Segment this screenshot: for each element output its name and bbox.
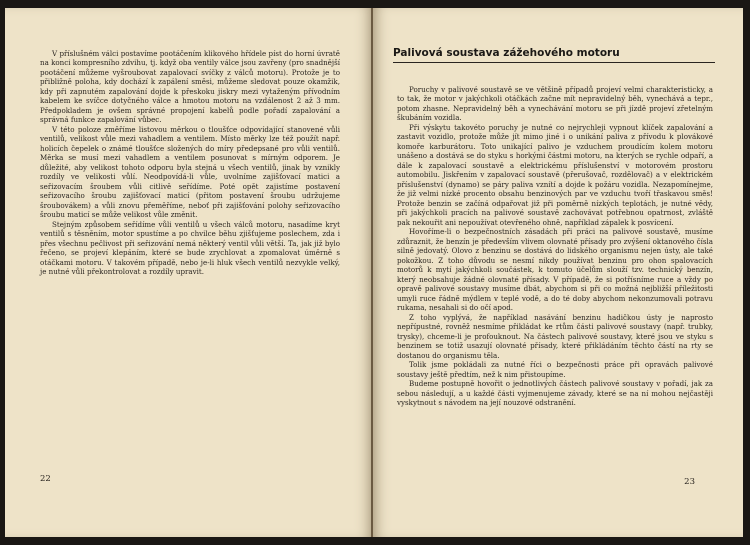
paragraph: Budeme postupně hovořit o jednotlivých částech palivové soustavy v pořadí, jak za sebou následují, a u každé části vyjmenujeme závady, které se na ní mohou nejčastěji vyskytnout s návodem na její nouzové odstranění. [397,379,713,407]
paragraph: V této poloze změříme listovou měrkou o tloušťce odpovídající stanovené vůli ventilů, velikost vůle mezi vahadlem a ventilem. Místo měrky lze též použít např. holicích čepelek o známé tloušťce složených do míry předepsané pro vůli ventilů. Měrka se musí mezi vahadlem a ventilem posunovat s mírným odporem. Je důležité, aby velikost tohoto odporu byla stejná u všech ventilů, jinak by vznikly rozdíly ve velikosti vůlí. Neodpovídá-li vůle, uvolníme zajišťovací matici a seřizovacím šroubem vůli citlivě seřídíme. Poté opět zajistíme postavení seřizovacího šroubu zajišťovací maticí (přitom postavení šroubu udržujeme šroubovákem) a vůli znovu přeměříme, neboť při zajišťování polohy seřizovacího šroubu maticí se může velikost vůle změnit. [40,124,340,220]
page-number: 22 [40,474,51,484]
paragraph: Poruchy v palivové soustavě se ve většině případů projeví velmi charakteristicky, a to tak, že motor v jakýchkoli otáčkách začne mít nepravidelný běh, vynechává a tepr., potom zhasne. Nepravidelný běh a vynechávání motoru se při jízdě projeví zřetelným škubáním vozidla. [397,85,713,123]
paragraph: Při výskytu takovéto poruchy je nutné co nejrychleji vypnout klíček zapalování a zastavit vozidlo, protože může jít mimo jiné i o unikání paliva z přívodu k plovákové komoře karburátoru. Toto unikající palivo je vzduchem proudícím kolem motoru unášeno a dostává se do styku s horkými částmi motoru, na kterých se rychle odpaří, a dále k zapalovací soustavě a elektrickému příslušenství v motorovém prostoru automobilu. Jiskřením v zapalovací soustavě (přerušovač, rozdělovač) a v elektrickém příslušenství (dynamo) se páry paliva vznítí a dojde k požáru vozidla. Nezapomínejme, že již velmi nízké procento obsahu benzinových par ve vzduchu tvoří třaskavou směs! Protože benzin se začíná odpařovat již při poměrně nízkých teplotách, je nutné vědy, při jakýchkoli pracích na palivové soustavě zachovávat potřebnou opatrnost, zvláště pak nekouřit ani nepoužívat otevřeného ohně, například zápalek k posvícení. [397,122,713,227]
paragraph: Hovoříme-li o bezpečnostních zásadách při práci na palivové soustavě, musíme zdůraznit, že benzín je především vlivem olovnaté přísady pro zvýšení oktanového čísla silně jedovatý. Olovo z benzinu se dostává do lidského organismu nejen ústy, ale také pokožkou. Z toho důvodu se nesmí nikdy používat benzinu pro ohon spalovacích motorů k mytí jakýchkoli součástek, k tomuto účelům slouží tzv. technický benzín, který neobsahuje žádné olovnaté přísady. V případě, že si potřísníme ruce a vždy po opravě palivové soustavy musíme dbát, abychom si při co možná nejbližší příležitosti umyli ruce řádně mýdlem v teplé vodě, a do té doby abychom nekonzumovali potravu rukama, nesahali si do očí apod. [397,227,713,313]
left-page [5,8,372,537]
paragraph: Stejným způsobem seřídíme vůli ventilů u všech válců motoru, nasadíme kryt ventilů s těsněním, motor spustíme a po chvilce běhu zjišťujeme poslechem, zda i přes všechnu pečlivost při seřizování nemá některý ventil vůli větší. Ta, jak již bylo řečeno, se projeví klepáním, které se bude zrychlovat a zpomalovat úměrně s otáčkami motoru. V takovém případě, nebo je-li hluk všech ventilů nezvykle velký, je nutné vůli překontrolovat a rozdíly upravit. [40,219,340,277]
section-title: Palivová soustava zážehového motoru [393,47,715,63]
left-page-text [40,49,340,277]
page-number: 23 [684,477,695,487]
right-page [373,8,743,537]
right-page-text [397,85,713,407]
paragraph: Z toho vyplývá, že například nasávání benzinu hadičkou ústy je naprosto nepřípustné, rovněž nesmíme přikládat ke rtům části palivové soustavy (např. trubky, trysky), chceme-li je profouknout. Na částech palivové soustavy, které jsou ve styku s benzinem se totiž usazují olovnaté přísady, které přikládáním těchto částí na rty se dostanou do organismu těla. [397,312,713,360]
paragraph: Tolik jsme pokládali za nutné říci o bezpečnosti práce při opravách palivové soustavy ještě předtím, než k nim přistoupíme. [397,360,713,379]
paragraph: V příslušném válci postavíme pootáčením klikového hřídele píst do horní úvratě na konci kompresního zdvihu, tj. když oba ventily válce jsou zavřeny (pro snadnější pootáčení můžeme vyšroubovat zapalovací svíčky z válců motoru). Protože je to přibližně poloha, kdy dochází k zapálení směsi, můžeme sledovat pouze okamžik, kdy při zapnutém zapalování dojde k přeskoku jiskry mezi vytaženým přívodním kabelem ke svíčce dotyčného válce a hmotou motoru na vzdálenost 2 až 3 mm. Předpokladem je ovšem správné propojení kabelů podle pořadí zapalování a správná funkce zapalování vůbec. [40,49,340,125]
